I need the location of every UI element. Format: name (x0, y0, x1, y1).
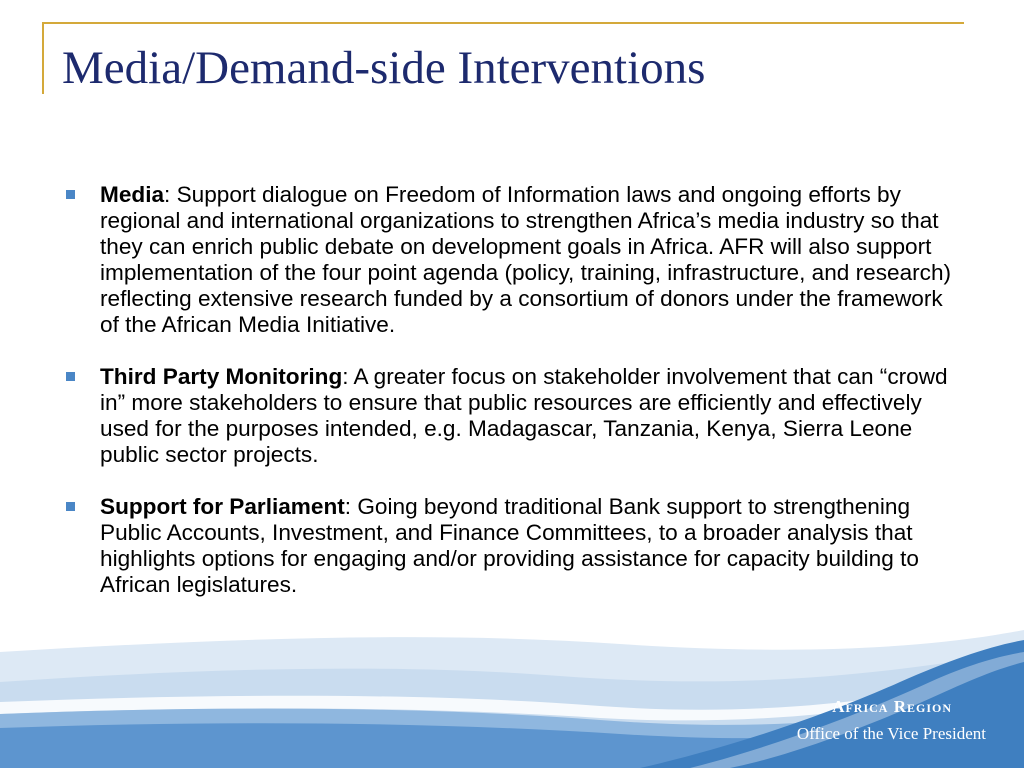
bullet-text: : Support dialogue on Freedom of Information laws and ongoing efforts by regional and international organizations to strengthen Africa’s media industry so that they can enrich public debate on development goals in Africa. AFR will also support implementation of the four point agenda (policy, training, infrastructure, and research) reflecting extensive research funded by a consortium of donors under the framework of the African Media Initiative. (100, 182, 952, 337)
bullet-lead: Third Party Monitoring (100, 364, 343, 389)
bullet-item-third-party-monitoring (64, 364, 964, 468)
square-bullet-icon (66, 190, 75, 199)
square-bullet-icon (66, 372, 75, 381)
bullet-text: : A greater focus on stakeholder involvement that can “crowd in” more stakeholders to ensure that public resources are efficiently and effectively used for the purposes intended, e.g. Madagascar, Tanzania, Kenya, Sierra Leone public sector projects. (100, 364, 948, 467)
bullet-lead: Support for Parliament (100, 494, 345, 519)
bullet-list (64, 182, 964, 624)
bullet-item-support-for-parliament (64, 494, 964, 598)
title-frame-left-line (42, 22, 44, 94)
footer-office-name: Office of the Vice President (796, 724, 986, 743)
title-frame-top-line (42, 22, 964, 24)
footer-org-name: Africa Region (832, 697, 952, 716)
slide-title: Media/Demand-side Interventions (62, 42, 706, 94)
bullet-text: : Going beyond traditional Bank support to strengthening Public Accounts, Investment, and Finance Committees, to a broader analysis that highlights options for engaging and/or providing assistance for capacity building to African legislatures. (100, 494, 919, 597)
footer-wave-decoration (0, 610, 1024, 768)
bullet-item-media (64, 182, 964, 338)
bullet-lead: Media (100, 182, 165, 207)
square-bullet-icon (66, 502, 75, 511)
